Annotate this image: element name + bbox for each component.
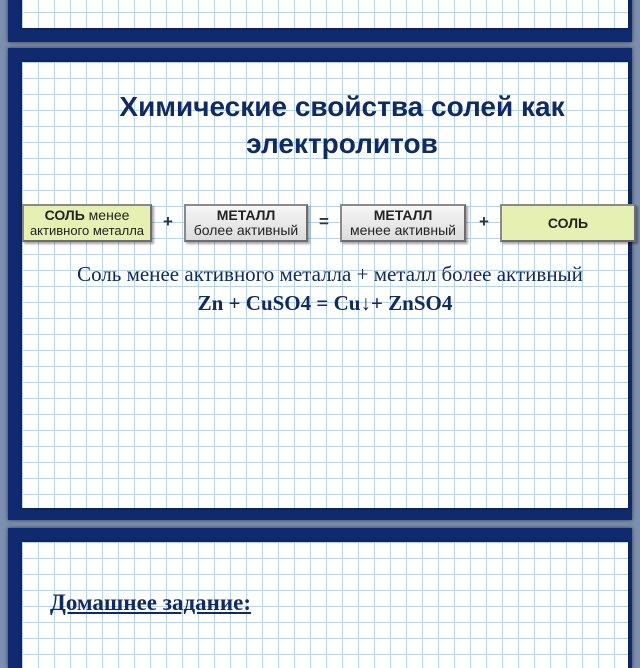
reaction-equation: Zn + CuSO4 = Cu↓+ ZnSO4 [197, 291, 453, 315]
plus-sign: + [163, 212, 173, 231]
product-metal-label-line2: менее активный [350, 222, 456, 238]
reaction-description: Соль менее активного металла + металл более активный [77, 262, 583, 286]
salt-label: СОЛЬ [44, 207, 85, 223]
reaction-scheme [22, 188, 636, 242]
metal-label: МЕТАЛЛ [216, 207, 276, 223]
equals-sign: = [319, 212, 329, 231]
current-slide [8, 48, 632, 520]
next-slide-grid [22, 542, 628, 668]
product-metal-label: МЕТАЛЛ [373, 207, 433, 223]
salt-label-line2: активного металла [29, 223, 145, 238]
metal-less-active-box [340, 204, 466, 242]
previous-slide [8, 0, 632, 42]
homework-heading: Домашнее задание: [50, 590, 251, 615]
next-slide [8, 528, 632, 668]
metal-more-active-box [184, 204, 308, 242]
plus-sign-2: + [479, 212, 489, 231]
salt-label-rest: менее [84, 207, 130, 223]
salt-product-box [500, 204, 636, 242]
current-slide-grid [22, 62, 628, 508]
slide-title: Химические свойства солей как электролитов [119, 91, 565, 159]
salt-less-active-metal-box [22, 204, 152, 242]
metal-label-line2: более активный [193, 222, 299, 238]
previous-slide-grid [22, 0, 628, 28]
product-salt-label: СОЛЬ [547, 214, 589, 231]
